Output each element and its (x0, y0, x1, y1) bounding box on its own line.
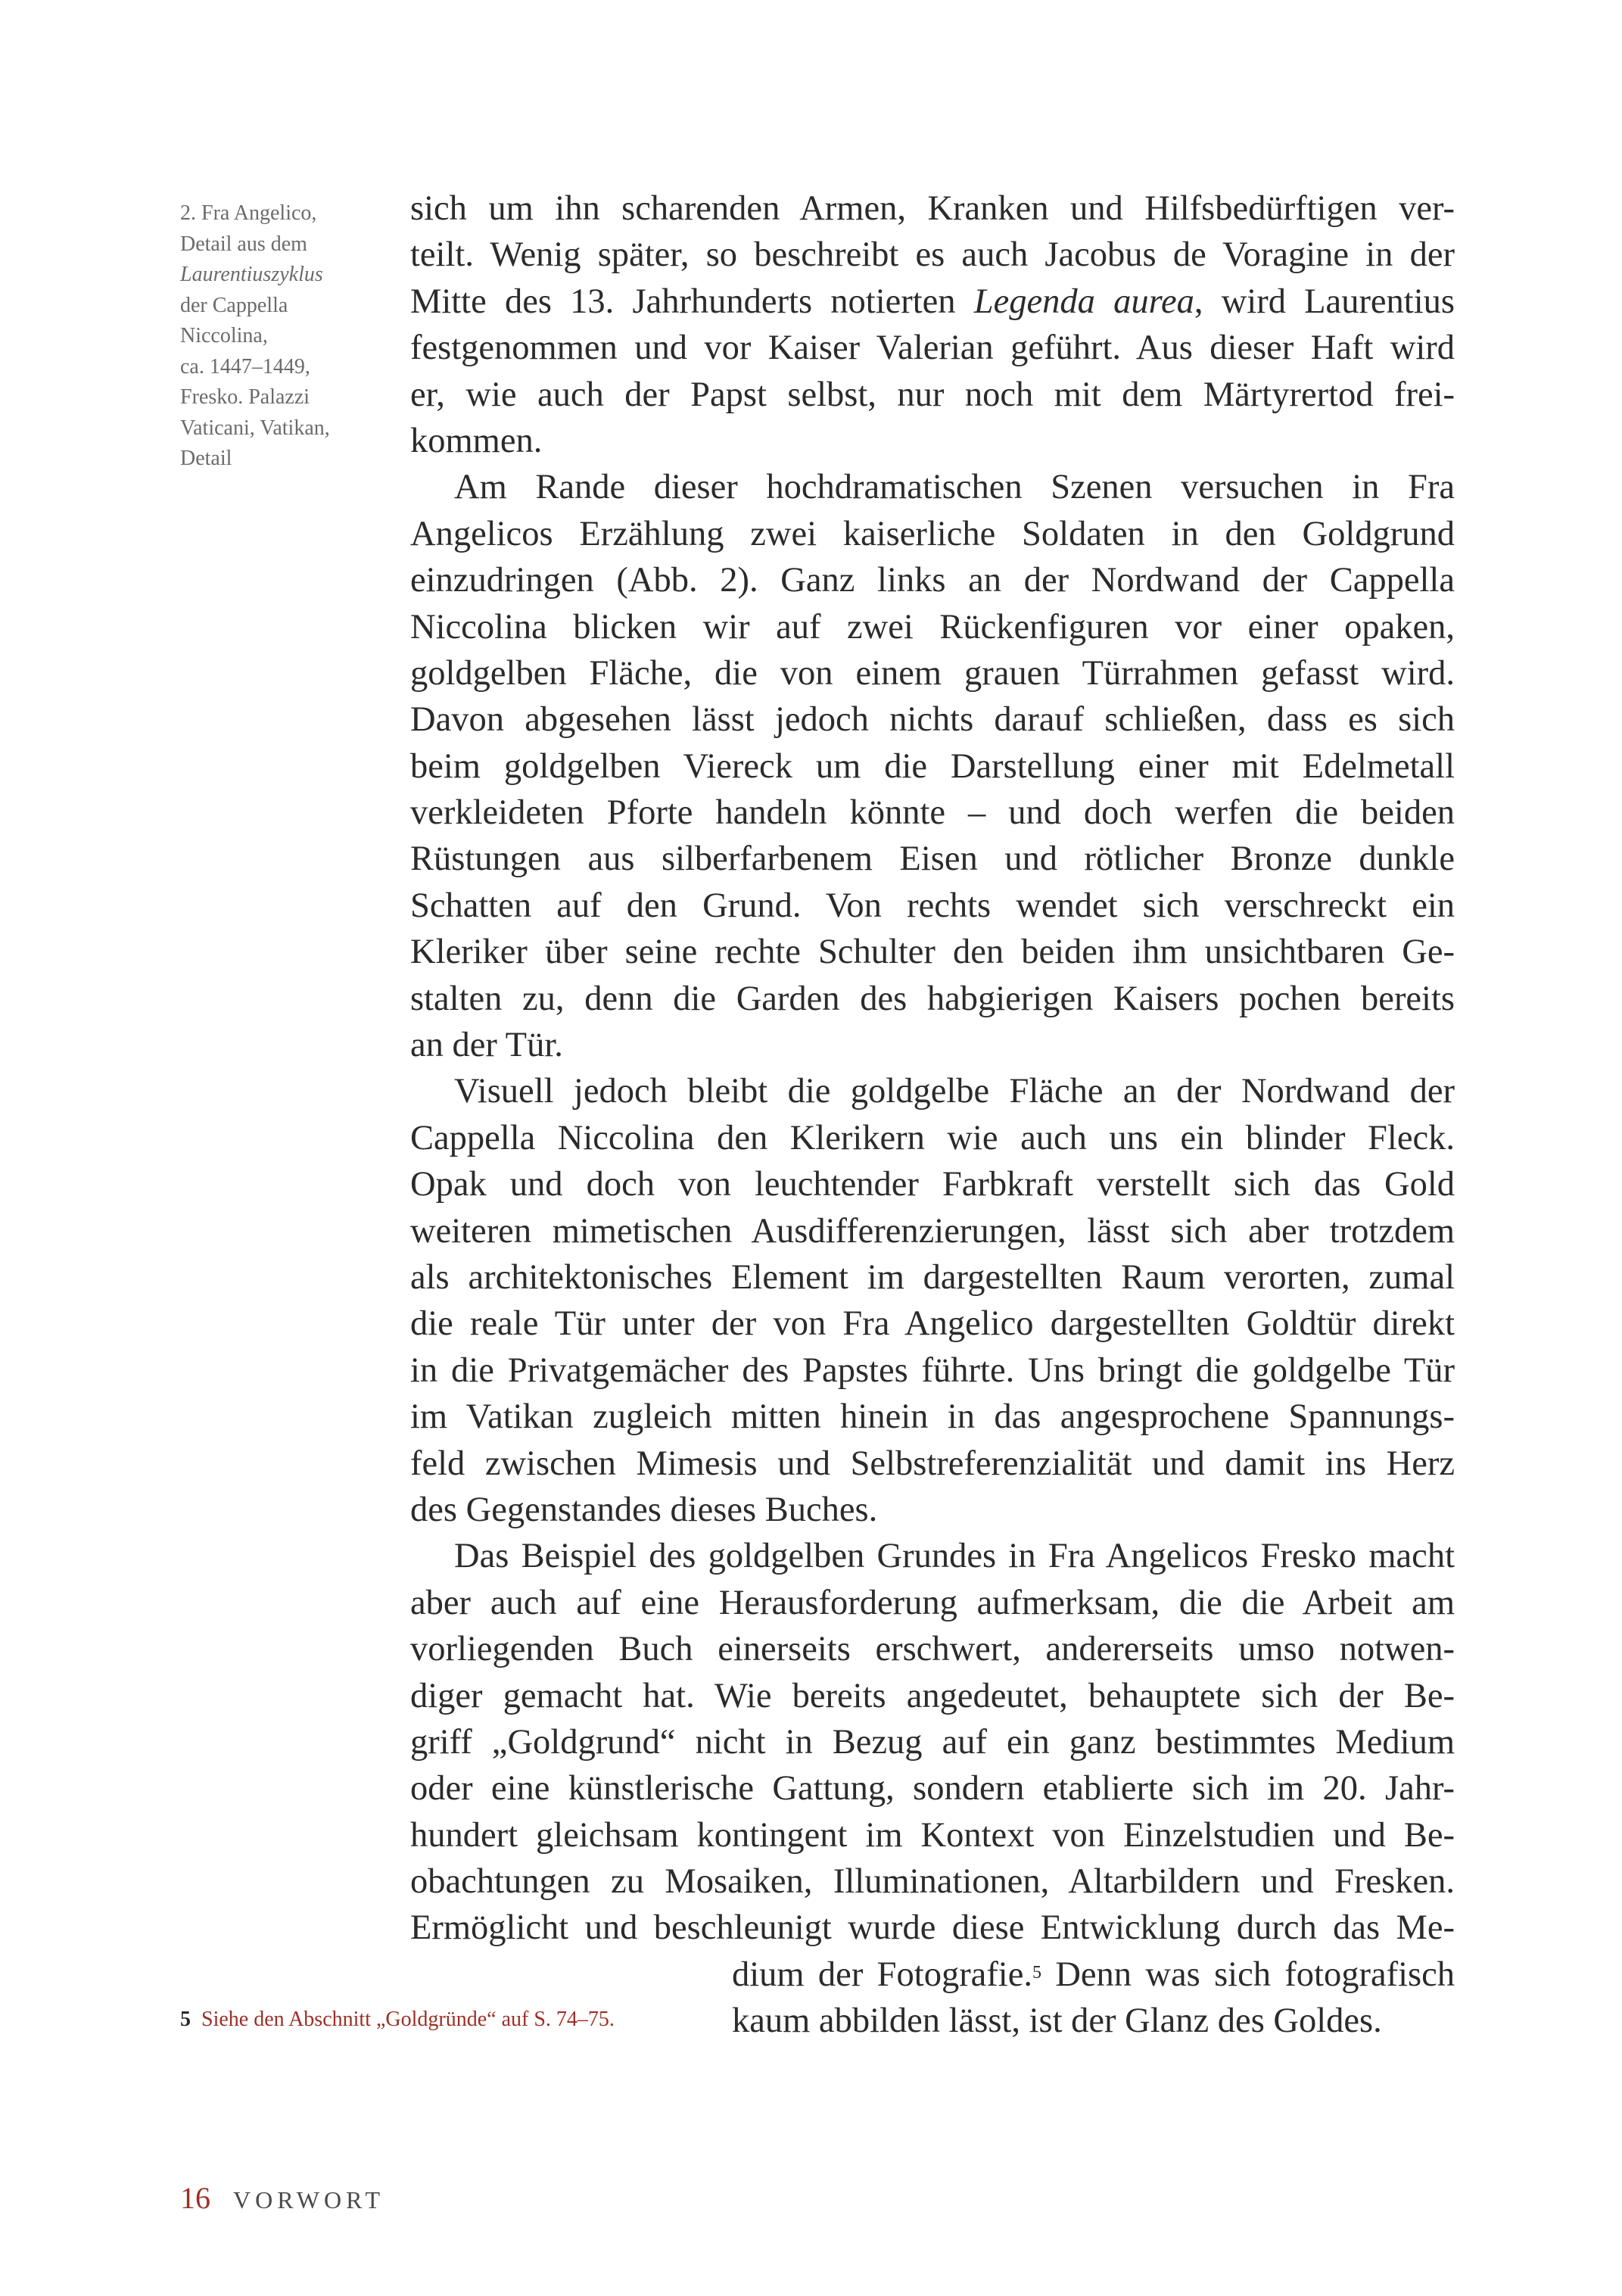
page-number: 16 (180, 2181, 210, 2215)
text-line: Niccolina blicken wir auf zwei Rückenfiguren vor einer opaken, (410, 607, 1455, 646)
caption-line: der Cappella (180, 293, 288, 317)
text-line (410, 279, 1455, 325)
text-line: kaum abbilden lässt, ist der Glanz des Goldes. (732, 2002, 1382, 2041)
text-line: feld zwischen Mimesis und Selbstreferenzialität und damit ins Herz (410, 1444, 1455, 1483)
page-footer (180, 2180, 384, 2216)
text-line: einzudringen (Abb. 2). Ganz links an der Nordwand der Cappella (410, 561, 1455, 600)
text-line: an der Tür. (410, 1026, 563, 1065)
text-line: hundert gleichsam kontingent im Kontext von Einzelstudien und Be- (410, 1815, 1455, 1855)
paragraph-first-line: Am Rande dieser hochdramatischen Szenen versuchen in Fra (454, 468, 1455, 507)
text-line: kommen. (410, 421, 543, 460)
caption-line: 2. Fra Angelico, (180, 201, 317, 225)
text-line: Cappella Niccolina den Klerikern wie auch uns ein blinder Fleck. (410, 1118, 1455, 1157)
text-line: Ermöglicht und beschleunigt wurde diese Entwicklung durch das Me- (410, 1908, 1455, 1948)
text-line: vorliegenden Buch einerseits erschwert, andererseits umso notwen- (410, 1630, 1455, 1669)
text-line: als architektonisches Element im dargestellten Raum verorten, zumal (410, 1257, 1455, 1297)
text-line: Rüstungen aus silberfarbenem Eisen und rötlicher Bronze dunkle (410, 840, 1455, 879)
text-line: weiteren mimetischen Ausdifferenzierungen, lässt sich aber trotzdem (410, 1211, 1455, 1251)
text-line: griff „Goldgrund“ nicht in Bezug auf ein ganz bestimmtes Medium (410, 1722, 1455, 1762)
text-fragment: Denn was sich fotografisch (1041, 1955, 1455, 1994)
caption-line: ca. 1447–1449, (180, 354, 310, 379)
footnote (180, 2005, 615, 2035)
text-fragment: , wird Laurentius (1194, 282, 1455, 321)
caption-line: Niccolina, (180, 324, 268, 347)
text-line: teilt. Wenig später, so beschreibt es auch Jacobus de Voragine in der (410, 235, 1455, 275)
text-fragment: Mitte des 13. Jahrhunderts notierten (410, 282, 974, 321)
text-line: die reale Tür unter der von Fra Angelico dargestellten Goldtür direkt (410, 1304, 1455, 1344)
caption-line: Detail aus dem (180, 232, 307, 256)
paragraph-first-line: Das Beispiel des goldgelben Grundes in Fra Angelicos Fresko macht (454, 1537, 1455, 1576)
text-line: Opak und doch von leuchtender Farbkraft verstellt sich das Gold (410, 1165, 1455, 1204)
running-head: VORWORT (233, 2186, 385, 2213)
caption-line: Fresko. Palazzi (180, 385, 310, 409)
text-line (410, 1952, 1455, 1998)
text-line: des Gegenstandes dieses Buches. (410, 1490, 878, 1529)
footnote-text: Siehe den Abschnitt „Goldgründe“ auf S. 74–75. (201, 2008, 615, 2031)
text-line: sich um ihn scharenden Armen, Kranken und Hilfsbedürftigen ver- (410, 189, 1455, 228)
text-line: er, wie auch der Papst selbst, nur noch mit dem Märtyrertod frei- (410, 375, 1455, 414)
text-line: oder eine künstlerische Gattung, sondern etablierte sich im 20. Jahr- (410, 1769, 1455, 1808)
text-line: verkleideten Pforte handeln könnte – und doch werfen die beiden (410, 793, 1455, 833)
text-line: stalten zu, denn die Garden des habgierigen Kaisers pochen bereits (410, 979, 1455, 1018)
paragraph-first-line: Visuell jedoch bleibt die goldgelbe Fläche an der Nordwand der (454, 1072, 1455, 1111)
text-line: beim goldgelben Viereck um die Darstellung einer mit Edelmetall (410, 746, 1455, 786)
text-line: diger gemacht hat. Wie bereits angedeutet, behauptete sich der Be- (410, 1676, 1455, 1715)
footnote-number: 5 (180, 2008, 191, 2031)
text-line: im Vatikan zugleich mitten hinein in das angesprochene Spannungs- (410, 1397, 1455, 1437)
text-line: Schatten auf den Grund. Von rechts wendet sich verschreckt ein (410, 886, 1455, 925)
caption-line: Vaticani, Vatikan, (180, 416, 330, 440)
text-line: Kleriker über seine rechte Schulter den beiden ihm unsichtbaren Ge- (410, 933, 1455, 972)
text-fragment: dium der Fotografie. (732, 1955, 1032, 1994)
text-line: festgenommen und vor Kaiser Valerian geführt. Aus dieser Haft wird (410, 329, 1455, 368)
caption-line (180, 260, 384, 291)
caption-line: Detail (180, 447, 232, 470)
italic-title: Legenda aurea (973, 282, 1194, 321)
text-line: in die Privatgemächer des Papstes führte. Uns bringt die goldgelbe Tür (410, 1350, 1455, 1390)
footnote-ref[interactable]: 5 (1032, 1962, 1041, 1983)
figure-caption (180, 198, 384, 475)
caption-title-italic: Laurentiuszyklus (180, 263, 323, 286)
body-text (410, 185, 1455, 2045)
text-line: Davon abgesehen lässt jedoch nichts darauf schließen, dass es sich (410, 700, 1455, 740)
text-line: obachtungen zu Mosaiken, Illuminationen, Altarbildern und Fresken. (410, 1862, 1455, 1902)
text-line: Angelicos Erzählung zwei kaiserliche Soldaten in den Goldgrund (410, 514, 1455, 553)
text-line: aber auch auf eine Herausforderung aufmerksam, die die Arbeit am (410, 1583, 1455, 1622)
text-line: goldgelben Fläche, die von einem grauen Türrahmen gefasst wird. (410, 653, 1455, 693)
